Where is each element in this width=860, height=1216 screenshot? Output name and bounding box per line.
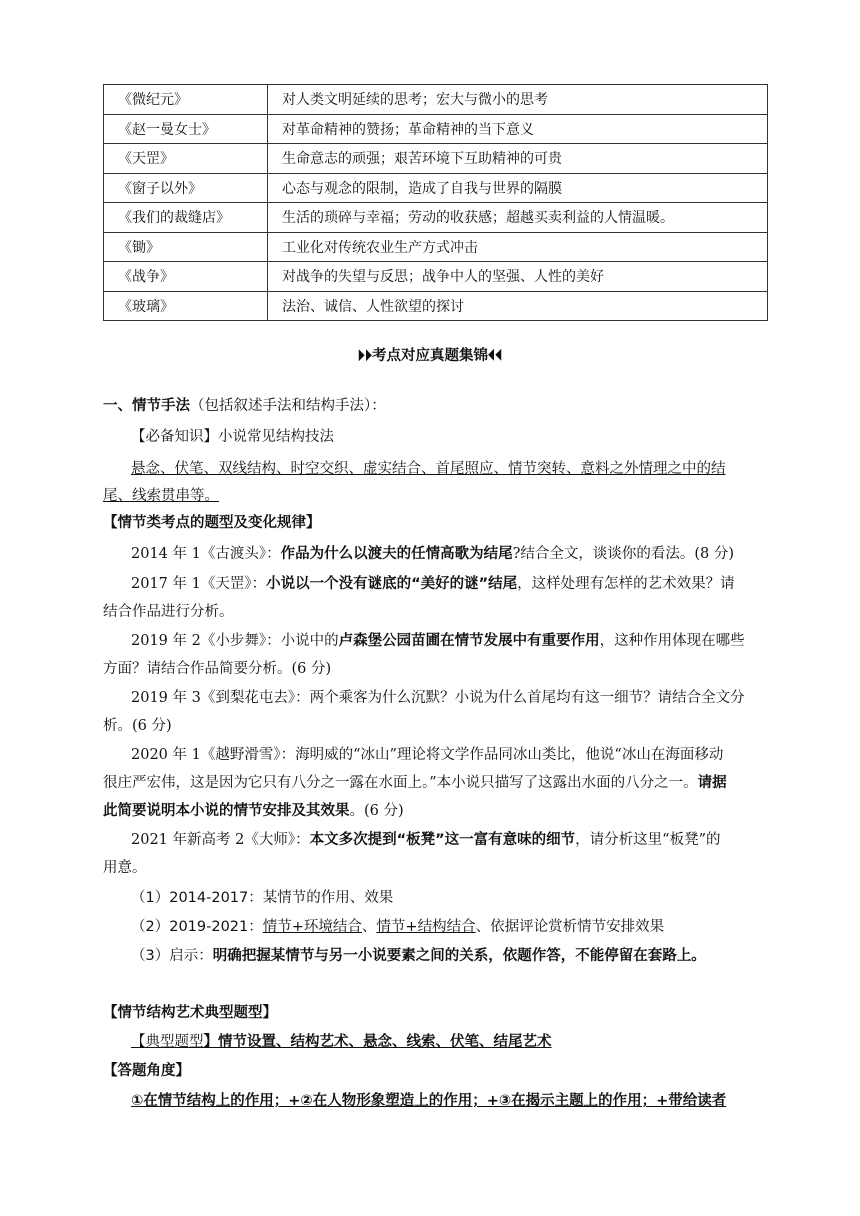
work-title-cell: 《赵一曼女士》 [104,114,268,144]
table-row [104,114,768,144]
types-heading: 【情节类考点的题型及变化规律】 [103,515,321,531]
structure-heading: 【情节结构艺术典型题型】 [103,1005,277,1021]
answer-angle-heading: 【答题角度】 [103,1063,190,1079]
question-2017-cont: 结合作品进行分析。 [103,604,234,620]
work-theme-cell: 法治、诚信、人性欲望的探讨 [268,291,768,321]
question-2021-cont: 用意。 [103,860,147,876]
table-row [104,232,768,262]
question-2020: 2020 年 1《越野滑雪》：海明威的“冰山”理论将文学作品同冰山类比，他说“冰山在海面移动 [131,747,724,763]
question-2020-cont1: 很庄严宏伟，这是因为它只有八分之一露在水面上。”本小说只描写了这露出水面的八分之一。请据 [103,775,727,791]
work-title-cell: 《玻璃》 [104,291,268,321]
table-row [104,291,768,321]
part1-heading: 一、情节手法（包括叙述手法和结构手法）： [103,398,386,414]
work-theme-cell: 生命意志的顽强；艰苦环境下互助精神的可贵 [268,144,768,174]
summary-1: （1）2014-2017：某情节的作用、效果 [131,890,394,906]
work-theme-cell: 对战争的失望与反思；战争中人的坚强、人性的美好 [268,262,768,292]
work-title-cell: 《锄》 [104,232,268,262]
table-row [104,85,768,115]
question-2019-b: 2019 年 3《到梨花屯去》：两个乘客为什么沉默？小说为什么首尾均有这一细节？请结合全文分 [131,690,745,706]
section-title: ⏵⏵考点对应真题集锦⏴⏴ [357,348,503,364]
work-title-cell: 《战争》 [104,262,268,292]
summary-2: （2）2019-2021：情节+环境结合、情节+结构结合、依据评论赏析情节安排效果 [131,919,665,935]
question-2019-b-cont: 析。(6 分) [103,718,172,734]
work-title-cell: 《窗子以外》 [104,173,268,203]
table-row [104,262,768,292]
table-row [104,173,768,203]
question-2019-a: 2019 年 2《小步舞》：小说中的卢森堡公园苗圃在情节发展中有重要作用，这种作用体现在哪些 [131,633,745,649]
table-row [104,203,768,233]
knowledge-line: 【必备知识】小说常见结构技法 [131,429,334,445]
work-theme-cell: 对革命精神的赞扬；革命精神的当下意义 [268,114,768,144]
work-theme-cell: 生活的琐碎与幸福；劳动的收获感；超越买卖利益的人情温暖。 [268,203,768,233]
answer-angle-content: ①在情节结构上的作用；+②在人物形象塑造上的作用；+③在揭示主题上的作用；+带给读者 [131,1093,727,1109]
techniques-line1: 悬念、伏笔、双线结构、时空交织、虚实结合、首尾照应、情节突转、意料之外情理之中的结 [131,461,726,477]
question-2021: 2021 年新高考 2《大师》：本文多次提到“板凳”这一富有意味的细节，请分析这里“板凳”的 [131,832,721,848]
work-title-cell: 《天罡》 [104,144,268,174]
work-title-cell: 《我们的裁缝店》 [104,203,268,233]
summary-3: （3）启示：明确把握某情节与另一小说要素之间的关系，依题作答，不能停留在套路上。 [131,948,706,964]
techniques-line2: 尾、线索贯串等。 [103,488,219,504]
work-theme-cell: 对人类文明延续的思考；宏大与微小的思考 [268,85,768,115]
table-row [104,144,768,174]
work-theme-cell: 心态与观念的限制，造成了自我与世界的隔膜 [268,173,768,203]
question-2020-cont2: 此简要说明本小说的情节安排及其效果。(6 分) [103,803,404,819]
question-2017: 2017 年 1《天罡》：小说以一个没有谜底的“美好的谜”结尾，这样处理有怎样的艺术效果？请 [131,576,735,592]
question-2019-a-cont: 方面？请结合作品简要分析。(6 分) [103,661,332,677]
typical-question-line: 【典型题型】情节设置、结构艺术、悬念、线索、伏笔、结尾艺术 [131,1034,552,1050]
work-title-cell: 《微纪元》 [104,85,268,115]
works-theme-table [103,84,768,321]
question-2014: 2014 年 1《古渡头》：作品为什么以渡夫的任情高歌为结尾?结合全文，谈谈你的看法。(8 分) [131,546,735,562]
work-theme-cell: 工业化对传统农业生产方式冲击 [268,232,768,262]
